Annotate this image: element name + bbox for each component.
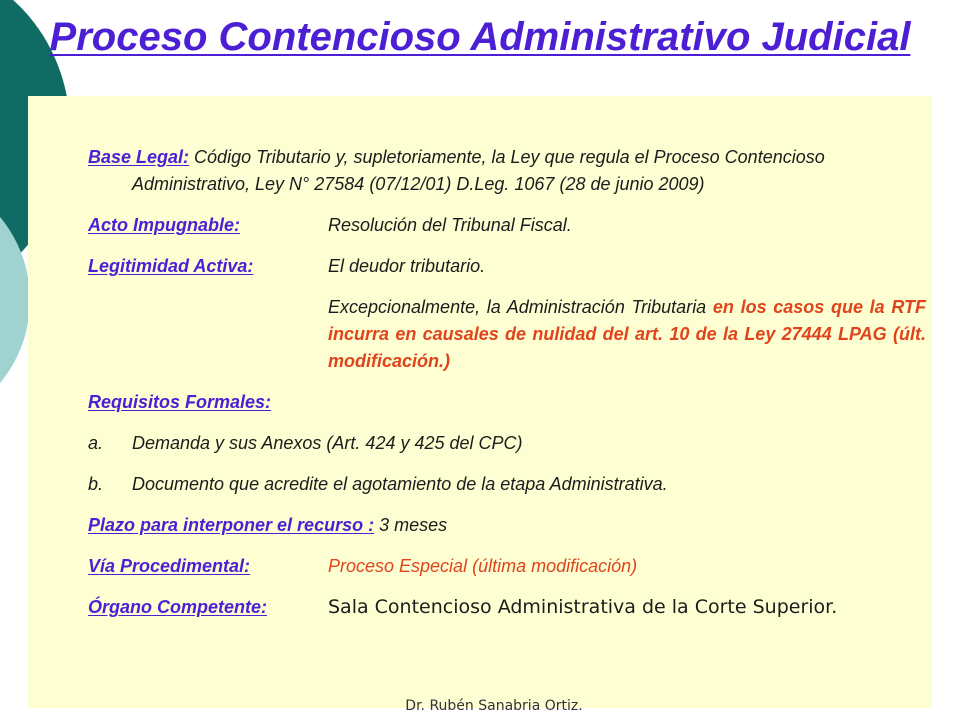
footer-author: Dr. Rubén Sanabria Ortiz. xyxy=(405,698,583,714)
acto-impugnable-row xyxy=(88,212,926,239)
plazo-value: 3 meses xyxy=(374,515,448,535)
via-procedimental-value: Proceso Especial (última modificación) xyxy=(328,556,638,576)
list-item-text: Documento que acredite el agotamiento de la etapa Administrativa. xyxy=(132,474,668,494)
list-marker: b. xyxy=(88,474,104,494)
list-marker: a. xyxy=(88,433,104,453)
list-item-text: Demanda y sus Anexos (Art. 424 y 425 del CPC) xyxy=(132,433,523,453)
base-legal-text: Código Tributario y, supletoriamente, la Ley que regula el Proceso Contencioso Administrativo, Ley N° 27584 (07/12/01) D.Leg. 1067 (28 de junio 2009) xyxy=(132,147,825,194)
slide-content xyxy=(88,144,926,621)
organo-competente-value: Sala Contencioso Administrativa de la Corte Superior. xyxy=(328,596,838,618)
via-procedimental-row xyxy=(88,553,926,580)
exception-prefix: Excepcionalmente, la Administración Tributaria xyxy=(328,297,713,317)
requisitos-label: Requisitos Formales: xyxy=(88,392,272,412)
plazo-label: Plazo para interponer el recurso : xyxy=(88,515,375,535)
acto-impugnable-label: Acto Impugnable: xyxy=(88,215,240,235)
list-item xyxy=(88,471,926,498)
legitimidad-activa-label: Legitimidad Activa: xyxy=(88,256,254,276)
exception-highlight: en los casos que la RTF incurra en causales de nulidad del art. 10 de la Ley 27444 LPAG (últ. modificación.) xyxy=(328,297,927,371)
via-procedimental-label: Vía Procedimental: xyxy=(88,556,251,576)
organo-competente-label: Órgano Competente: xyxy=(88,597,268,617)
legitimidad-exception xyxy=(328,294,926,375)
legitimidad-activa-row xyxy=(88,253,926,375)
requisitos-heading xyxy=(88,389,926,416)
organo-competente-row xyxy=(88,594,926,621)
base-legal-label: Base Legal: xyxy=(88,147,190,167)
base-legal-section xyxy=(88,144,926,198)
list-item xyxy=(88,430,926,457)
legitimidad-activa-value: El deudor tributario. xyxy=(328,256,486,276)
slide-title: Proceso Contencioso Administrativo Judicial xyxy=(49,15,911,59)
acto-impugnable-value: Resolución del Tribunal Fiscal. xyxy=(328,215,572,235)
plazo-row xyxy=(88,512,926,539)
